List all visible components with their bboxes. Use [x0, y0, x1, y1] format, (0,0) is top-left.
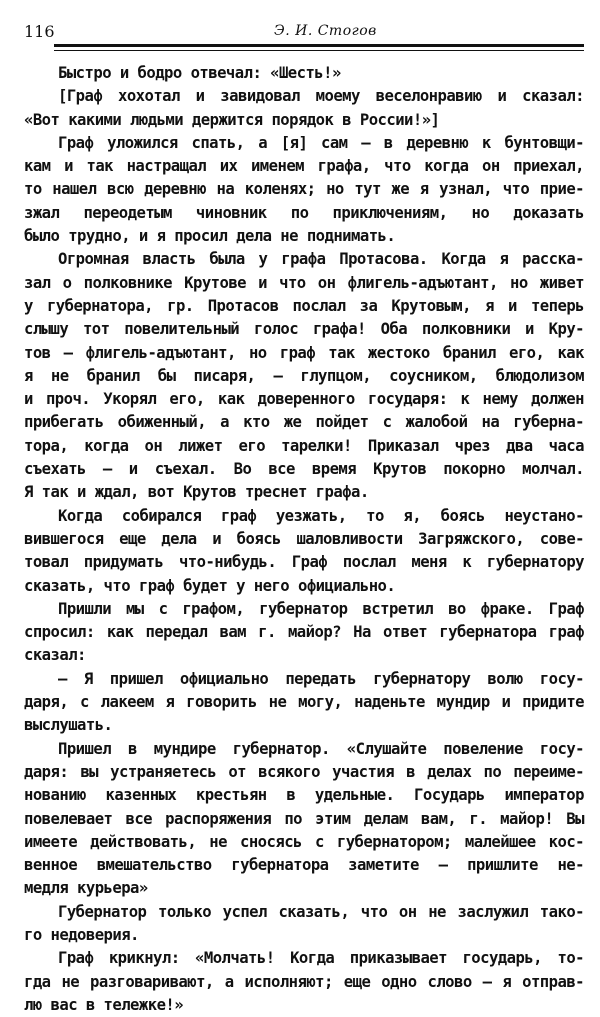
- paragraph: [24, 947, 584, 1017]
- text-line: имеете действовать, не сносясь с губернатором; малейшее кос-: [24, 832, 584, 851]
- page-header: [24, 22, 584, 44]
- text-line: Граф крикнул: «Молчать! Когда приказывает государь, то-: [58, 949, 584, 968]
- text-line: — Я пришел официально передать губернатору волю госу-: [58, 669, 584, 688]
- running-title: Э. И. Стогов: [274, 23, 377, 39]
- text-line: съехать — и съехал. Во все время Крутов покорно молчал.: [24, 460, 584, 479]
- text-line: тов — флигель-адъютант, но граф так жестоко бранил его, как: [24, 343, 584, 362]
- paragraph: [24, 132, 584, 248]
- text-line: у губернатора, гр. Протасов послал за Крутовым, я и теперь: [24, 296, 584, 315]
- header-rule-thick: [54, 44, 584, 47]
- text-line: го недоверия.: [24, 925, 139, 944]
- paragraph: [24, 901, 584, 948]
- text-line: было трудно, и я просил дела не поднимать.: [24, 227, 396, 246]
- text-line: я не бранил бы писаря, — глупцом, соусником, блюдолизом: [24, 366, 584, 385]
- text-line: [Граф хохотал и завидовал моему веселонравию и сказал:: [58, 87, 584, 106]
- text-line: тора, когда он лижет его тарелки! Приказал чрез два часа: [24, 436, 584, 455]
- page-number: 116: [24, 22, 55, 41]
- text-line: Пришли мы с графом, губернатор встретил во фраке. Граф: [58, 599, 584, 618]
- text-line: Губернатор только успел сказать, что он не заслужил тако-: [58, 902, 584, 921]
- paragraph: [24, 668, 584, 738]
- text-line: медля курьера»: [24, 879, 148, 898]
- text-line: вившегося еще дела и боясь шаловливости Загряжского, сове-: [24, 529, 584, 548]
- text-line: кам и так настращал их именем графа, что когда он приехал,: [24, 157, 584, 176]
- text-line: даря, с лакеем я говорить не могу, наденьте мундир и придите: [24, 693, 584, 712]
- paragraph: [24, 738, 584, 901]
- text-line: Огромная власть была у графа Протасова. Когда я расска-: [58, 250, 584, 269]
- paragraph: [24, 62, 584, 85]
- text-line: «Вот какими людьми держится порядок в России!»]: [24, 110, 440, 129]
- text-line: даря: вы устраняетесь от всякого участия в делах по переиме-: [24, 762, 584, 781]
- text-line: сказать, что граф будет у него официально.: [24, 576, 396, 595]
- text-line: повелевает все распоряжения по этим делам вам, г. майор! Вы: [24, 809, 584, 828]
- paragraph: [24, 598, 584, 668]
- text-line: зал о полковнике Крутове и что он флигель-адъютант, но живет: [24, 273, 584, 292]
- text-line: товал придумать что-нибудь. Граф послал меня к губернатору: [24, 553, 584, 572]
- text-line: прибегать обиженный, а кто же пойдет с жалобой на губерна-: [24, 413, 584, 432]
- text-line: нованию казенных крестьян в удельные. Государь император: [24, 786, 584, 805]
- text-line: то нашел всю деревню на коленях; но тут же я узнал, что прие-: [24, 180, 584, 199]
- text-line: лю вас в тележке!»: [24, 995, 184, 1014]
- paragraph: [24, 85, 584, 132]
- text-line: выслушать.: [24, 716, 113, 735]
- body-text: [24, 62, 584, 1017]
- paragraph: [24, 505, 584, 598]
- paragraph: [24, 248, 584, 504]
- text-line: слышу тот повелительный голос графа! Оба полковники и Кру-: [24, 320, 584, 339]
- text-line: Быстро и бодро отвечал: «Шесть!»: [58, 64, 341, 82]
- text-line: Я так и ждал, вот Крутов треснет графа.: [24, 483, 369, 502]
- text-line: Пришел в мундире губернатор. «Слушайте повеление госу-: [58, 739, 584, 758]
- text-line: Когда собирался граф уезжать, то я, боясь неустано-: [58, 506, 584, 525]
- text-line: Граф уложился спать, а [я] сам — в деревню к бунтовщи-: [58, 133, 584, 152]
- text-line: зжал переодетым чиновник по приключениям, но доказать: [24, 203, 584, 222]
- text-line: гда не разговаривают, а исполняют; еще одно слово — я отправ-: [24, 972, 584, 991]
- text-line: и проч. Укорял его, как доверенного государя: к нему должен: [24, 390, 584, 409]
- text-line: спросил: как передал вам г. майор? На ответ губернатора граф: [24, 623, 584, 642]
- text-line: венное вмешательство губернатора заметите — пришлите не-: [24, 856, 584, 875]
- text-line: сказал:: [24, 646, 86, 665]
- header-rule-thin: [54, 50, 584, 51]
